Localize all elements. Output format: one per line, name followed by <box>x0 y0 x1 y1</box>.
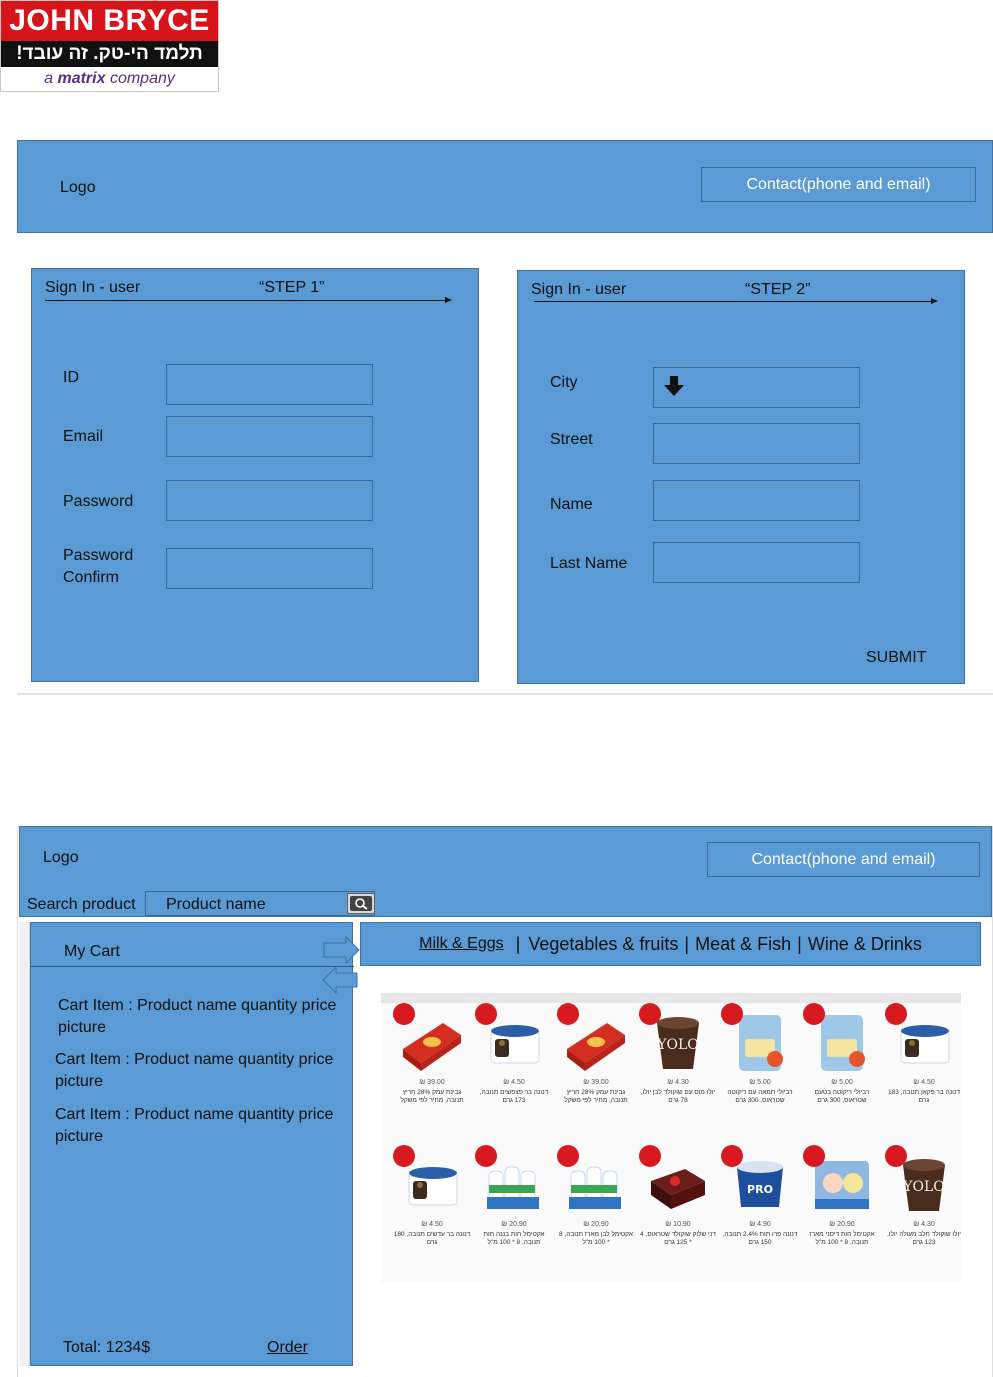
brand-tagline: תלמד הי-טק. זה עובד! <box>1 41 218 67</box>
product-price: ₪ 20.90 <box>829 1221 855 1228</box>
cart-item-line1: Cart Item : Product name quantity price <box>55 1051 334 1068</box>
brand-subtitle-prefix: a <box>44 70 54 87</box>
sale-badge-icon <box>885 1145 907 1167</box>
category-separator: | <box>515 933 521 954</box>
product-card[interactable] <box>639 1145 717 1271</box>
step1-title: Sign In - user <box>45 279 141 296</box>
header-bar-2 <box>19 826 992 917</box>
product-name: רביולי ריקוטה בטעם שטראוס, 300 גרם <box>814 1089 870 1104</box>
cart-item-line2: picture <box>58 1018 107 1036</box>
order-link[interactable]: Order <box>267 1339 308 1356</box>
product-card[interactable] <box>803 1145 881 1271</box>
product-name: דנונה בר פקאן תנובה, 183 גרם <box>887 1089 960 1104</box>
search-placeholder: Product name <box>166 896 266 913</box>
product-card[interactable] <box>721 1003 799 1129</box>
product-name: גבינת עמק 28% חריץ תנובה, מחיר לפי משקל <box>564 1089 628 1104</box>
brand-subtitle-suffix: company <box>109 70 175 87</box>
search-icon <box>348 894 374 913</box>
password-input[interactable] <box>166 480 373 521</box>
cart-item <box>55 1049 333 1092</box>
arrow-right-icon[interactable] <box>322 935 362 965</box>
last-name-label: Last Name <box>550 555 628 572</box>
name-label: Name <box>550 496 593 513</box>
contact-button[interactable]: Contact(phone and email) <box>701 167 976 202</box>
cart-item-line1: Cart Item : Product name quantity price <box>55 1106 334 1123</box>
password-confirm-label: Password Confirm <box>63 547 134 586</box>
product-grid-header-strip <box>381 993 961 1003</box>
category-separator: | <box>797 933 802 954</box>
product-card[interactable] <box>803 1003 881 1129</box>
categories-bar <box>360 922 981 966</box>
product-price: ₪ 5.00 <box>749 1079 771 1086</box>
step2-step-label: “STEP 2” <box>745 281 811 298</box>
cart-item-line2: picture <box>55 1072 104 1090</box>
product-price: ₪ 39.00 <box>583 1079 609 1086</box>
search-button[interactable] <box>347 893 375 914</box>
brand-subtitle-matrix: matrix <box>57 70 106 87</box>
step2-title: Sign In - user <box>531 281 627 298</box>
id-label: ID <box>63 369 79 386</box>
product-card[interactable] <box>885 1145 963 1271</box>
cart-item-line2: picture <box>55 1127 104 1145</box>
product-card[interactable] <box>393 1145 471 1271</box>
street-label: Street <box>550 431 593 448</box>
sale-badge-icon <box>803 1145 825 1167</box>
category-separator: | <box>684 933 690 954</box>
cart-item <box>55 1104 333 1147</box>
sale-badge-icon <box>475 1003 497 1025</box>
city-label: City <box>550 374 578 391</box>
step1-progress-arrow <box>45 300 450 301</box>
product-card[interactable] <box>475 1145 553 1271</box>
brand-subtitle <box>1 67 218 91</box>
sale-badge-icon <box>393 1145 415 1167</box>
sale-badge-icon <box>557 1003 579 1025</box>
product-name: אקטימל חות בננה תות תנובה, 8 * 100 מ"ל <box>483 1231 545 1246</box>
product-card[interactable] <box>639 1003 717 1129</box>
sale-badge-icon <box>639 1145 661 1167</box>
product-name: יולו שוקולד חלב מעולה יולו, 123 גרם <box>887 1231 961 1246</box>
product-price: ₪ 20.90 <box>501 1221 527 1228</box>
sale-badge-icon <box>393 1003 415 1025</box>
password-confirm-input[interactable] <box>166 548 373 589</box>
sale-badge-icon <box>803 1003 825 1025</box>
product-price: ₪ 4.50 <box>421 1221 443 1228</box>
category-wine-drinks[interactable]: Wine & Drinks <box>807 933 922 954</box>
product-price: ₪ 4.30 <box>913 1221 935 1228</box>
product-card[interactable] <box>475 1003 553 1129</box>
sale-badge-icon <box>721 1145 743 1167</box>
product-name: דנונה בר עדשים תנובה, 180 גרם <box>393 1231 471 1246</box>
contact-button-2[interactable]: Contact(phone and email) <box>707 842 980 877</box>
sale-badge-icon <box>885 1003 907 1025</box>
product-name: דנונה בר פצפוצים תנובה, 173 גרם <box>479 1089 549 1104</box>
category-meat-fish[interactable]: Meat & Fish <box>695 933 792 954</box>
svg-text:YOLO: YOLO <box>903 1179 945 1195</box>
product-price: ₪ 4.50 <box>913 1079 935 1086</box>
cart-total: Total: 1234$ <box>63 1339 151 1356</box>
brand-name: JOHN BRYCE <box>1 1 218 41</box>
product-name: דני שלוק שוקולד שטראוס, 4 * 125 גרם <box>640 1231 716 1246</box>
street-input[interactable] <box>653 423 860 464</box>
sale-badge-icon <box>557 1145 579 1167</box>
id-input[interactable] <box>166 364 373 405</box>
section-divider <box>17 693 993 695</box>
product-price: ₪ 39.00 <box>419 1079 445 1086</box>
cart-item <box>58 995 336 1038</box>
email-label: Email <box>63 428 104 445</box>
sale-badge-icon <box>721 1003 743 1025</box>
cart-panel <box>30 922 353 1366</box>
step2-progress-arrow <box>534 301 936 302</box>
arrow-down-icon <box>663 376 685 396</box>
product-name: יולו מוס עם שוקולד לבן יולו, 78 גרם <box>640 1089 716 1104</box>
product-price: ₪ 4.90 <box>749 1221 771 1228</box>
search-input[interactable] <box>145 891 375 916</box>
product-name: רביולי חמאה עם ריקוטה שטראוס, 300 גרם <box>727 1089 793 1104</box>
header-bar-1 <box>17 140 993 233</box>
product-price: ₪ 4.50 <box>503 1079 525 1086</box>
submit-button[interactable]: SUBMIT <box>866 649 927 666</box>
step1-step-label: “STEP 1” <box>259 279 325 296</box>
svg-text:PRO: PRO <box>747 1183 773 1196</box>
product-price: ₪ 10.90 <box>665 1221 691 1228</box>
cart-title: My Cart <box>64 943 120 960</box>
product-card[interactable] <box>721 1145 799 1271</box>
search-label: Search product <box>27 896 136 913</box>
product-name: גבינת עמק 28% חריץ תנובה, מחיר לפי משקל <box>400 1089 464 1104</box>
sale-badge-icon <box>639 1003 661 1025</box>
product-card[interactable] <box>885 1003 963 1129</box>
city-select[interactable] <box>653 367 860 408</box>
brand-logo <box>0 0 219 92</box>
scrollbar[interactable] <box>20 922 30 1366</box>
product-price: ₪ 20.90 <box>583 1221 609 1228</box>
password-label: Password <box>63 493 134 510</box>
product-card[interactable] <box>393 1003 471 1129</box>
product-price: ₪ 4.30 <box>667 1079 689 1086</box>
category-milk-eggs[interactable]: Milk & Eggs <box>419 935 504 952</box>
product-name: אקטימל לבן מארז תנובה, 8 * 100 מ"ל <box>559 1231 633 1246</box>
sale-badge-icon <box>475 1145 497 1167</box>
last-name-input[interactable] <box>653 542 860 583</box>
header-logo: Logo <box>60 179 96 196</box>
product-name: דנונה פרו תות 2.4% תנובה, 150 גרם <box>722 1231 798 1246</box>
category-vegetables-fruits[interactable]: Vegetables & fruits <box>528 933 679 954</box>
cart-item-line1: Cart Item : Product name quantity price <box>58 997 337 1014</box>
email-input[interactable] <box>166 416 373 457</box>
product-card[interactable] <box>557 1145 635 1271</box>
sign-in-step2-panel <box>517 270 965 684</box>
product-name: אקטימל חות דיסני מארז תנובה, 8 * 100 מ"ל <box>809 1231 875 1246</box>
sign-in-step1-panel <box>31 268 479 682</box>
name-input[interactable] <box>653 480 860 521</box>
product-card[interactable] <box>557 1003 635 1129</box>
svg-text:YOLO: YOLO <box>657 1037 699 1053</box>
product-price: ₪ 5.00 <box>831 1079 853 1086</box>
header2-logo: Logo <box>43 849 79 866</box>
cart-title-divider <box>31 966 354 967</box>
arrow-left-icon[interactable] <box>321 965 359 995</box>
